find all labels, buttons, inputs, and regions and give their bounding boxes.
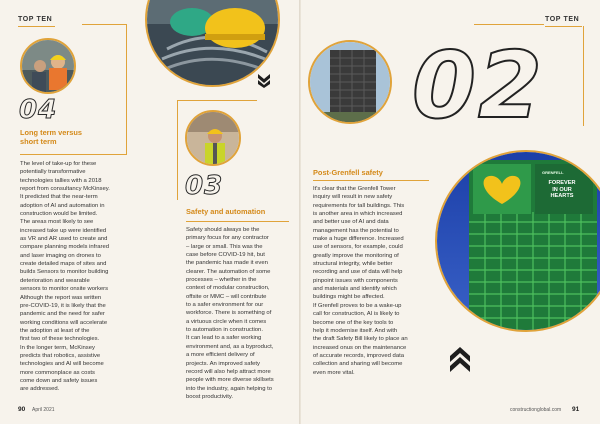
section-04-heading: [20, 128, 82, 147]
body-line: pre-COVID-19, it is likely that the: [20, 302, 106, 309]
body-line: Safety should always be the: [186, 227, 260, 233]
body-line: record will also help attract more: [186, 368, 271, 375]
body-line: recording and use of data will help: [313, 269, 403, 276]
body-line: case before COVID-19 hit, but: [186, 252, 265, 259]
body-line: become one of the key tools to: [313, 319, 394, 326]
body-line: pinpoint issues with components: [313, 277, 398, 284]
body-line: and laser imaging on drones to: [20, 252, 101, 259]
tag-underline-left: [18, 26, 55, 27]
frame-line-top-04: [82, 24, 127, 25]
body-line: sensors to monitor onsite workers: [20, 286, 109, 293]
section-number-03: 03: [185, 171, 224, 201]
body-line: structural integrity, while better: [313, 261, 393, 268]
section-04-heading-line: Long term versus: [20, 128, 83, 137]
body-line: builds Sensors to monitor building: [20, 269, 109, 276]
body-line: construction would be limited.: [20, 211, 98, 218]
body-line: technologies tallies with a 2018: [20, 177, 102, 184]
body-line: working conditions will accelerate: [20, 319, 108, 326]
body-line: environment and, as a byproduct,: [186, 343, 274, 350]
section-number-02: 02: [412, 32, 545, 139]
body-line: management has the potential to: [313, 227, 399, 234]
body-line: increased onus on the maintenance: [313, 344, 407, 351]
body-line: are addressed.: [20, 386, 60, 393]
worker-hardhat-photo: [185, 110, 241, 166]
body-line: It predicted that the near-term: [20, 194, 98, 201]
body-line: greatly improve the monitoring of: [313, 252, 399, 259]
page-number-right: 91: [572, 406, 580, 413]
body-line: inquiry will result in new safety: [313, 194, 393, 201]
body-line: and better use of AI and data: [313, 219, 389, 226]
banner-brand-text: GRENFELL: [542, 170, 564, 175]
top-ten-tag-left: TOP TEN: [18, 16, 53, 23]
body-line: call for construction, AI is likely to: [313, 311, 400, 318]
body-line: increased take up were identified: [20, 227, 107, 234]
tower-block-photo: [308, 40, 392, 124]
body-line: potentially transformative: [20, 169, 86, 176]
body-line: a more efficient delivery of: [186, 352, 255, 359]
body-line: deterioration and wearable: [20, 277, 90, 284]
body-line: make a huge difference. Increased: [313, 236, 404, 243]
page-spine: [299, 0, 301, 424]
body-line: compare planning models infrared: [20, 244, 110, 251]
section-02-divider: [313, 180, 429, 181]
banner-line: HEARTS: [550, 193, 574, 199]
grenfell-tower-photo: [435, 150, 600, 332]
top-ten-tag-right: TOP TEN: [545, 16, 580, 23]
body-line: projects. An improved safety: [186, 360, 260, 367]
website: constructionglobal.com: [510, 407, 562, 413]
banner-line: IN OUR: [552, 186, 572, 193]
body-line: collection and sharing will become: [313, 361, 403, 368]
body-line: buildings might be affected.: [313, 294, 385, 301]
body-line: the draft Safety Bill likely to place an: [313, 336, 408, 343]
body-line: is another area in which increased: [313, 211, 403, 218]
body-line: technologies and AI will become: [20, 361, 104, 368]
workers-tablet-photo: [20, 38, 76, 94]
body-line: report from consultancy McKinsey.: [20, 186, 110, 193]
body-line: and materials and identify which: [313, 286, 397, 293]
body-line: to automation in construction.: [186, 327, 263, 334]
body-line: pandemic and the need for safer: [20, 311, 105, 318]
section-number-04: 04: [19, 95, 58, 125]
frame-line-left-03: [177, 100, 178, 200]
body-line: as VR and AR used to create and: [20, 236, 108, 243]
body-line: clearer. The automation of some: [186, 268, 271, 275]
section-04-divider: [20, 154, 127, 155]
frame-line-right-02: [583, 26, 584, 126]
section-03-heading: Safety and automation: [186, 207, 266, 216]
section-02-heading: Post-Grenfell safety: [313, 168, 383, 177]
body-line: context of modular construction,: [186, 285, 270, 292]
issue-date: April 2021: [32, 407, 55, 413]
body-line: help it modernise itself. And with: [313, 327, 398, 334]
body-line: adoption of AI and automation in: [20, 202, 105, 209]
body-line: into the industry, again helping to: [186, 385, 273, 392]
body-line: the pandemic has made it even: [186, 260, 268, 267]
section-02-body: [313, 185, 445, 377]
section-04-heading-line: short term: [20, 137, 57, 147]
section-03-body: [186, 226, 298, 401]
body-line: predicts that robotics, assistive: [20, 352, 101, 359]
frame-line-top-03: [177, 100, 257, 101]
body-line: of accurate records, improved data: [313, 352, 405, 359]
body-line: It can lead to a safer working: [186, 335, 262, 342]
body-line: The level of take-up for these: [20, 161, 97, 167]
body-line: workforce. There is something of: [186, 310, 272, 317]
body-line: – large or small. This was the: [186, 243, 263, 250]
body-line: requirements for tall buildings. This: [313, 202, 405, 209]
chevron-up-icon: [448, 344, 472, 372]
body-line: first two of these technologies.: [20, 336, 100, 343]
page-number-left: 90: [18, 406, 26, 413]
body-line: In the longer term, McKinsey: [20, 344, 95, 351]
body-line: to a safer environment for our: [186, 302, 264, 309]
frame-line-left-04: [126, 24, 127, 154]
section-04-body: [20, 160, 140, 394]
body-line: even more vital.: [313, 369, 355, 376]
chevron-down-icon: [257, 72, 271, 88]
banner-line: FOREVER: [548, 180, 576, 186]
body-line: come down and safety issues: [20, 377, 98, 384]
frame-line-top-02: [474, 24, 544, 25]
body-line: boost productivity.: [186, 393, 234, 400]
body-line: The areas most likely to see: [20, 219, 94, 226]
body-line: use of sensors, for example, could: [313, 244, 403, 251]
body-line: more commonplace as costs: [20, 369, 95, 376]
tag-underline-right: [545, 26, 582, 27]
body-line: primary focus for any contractor: [186, 235, 269, 242]
body-line: processes – whether in the: [186, 277, 257, 284]
body-line: Although the report was written: [20, 294, 102, 301]
body-line: create detailed maps of sites and: [20, 261, 107, 268]
body-line: offsite or MMC – will contribute: [186, 293, 267, 300]
banner-text: [536, 180, 588, 200]
body-line: a virtuous circle when it comes: [186, 318, 267, 325]
body-line: the adoption at least of the: [20, 327, 90, 334]
section-03-divider: [186, 221, 289, 222]
body-line: It's clear that the Grenfell Tower: [313, 186, 396, 192]
body-line: If Grenfell proves to be a wake-up: [313, 302, 402, 309]
body-line: people with more diverse skillsets: [186, 377, 274, 384]
